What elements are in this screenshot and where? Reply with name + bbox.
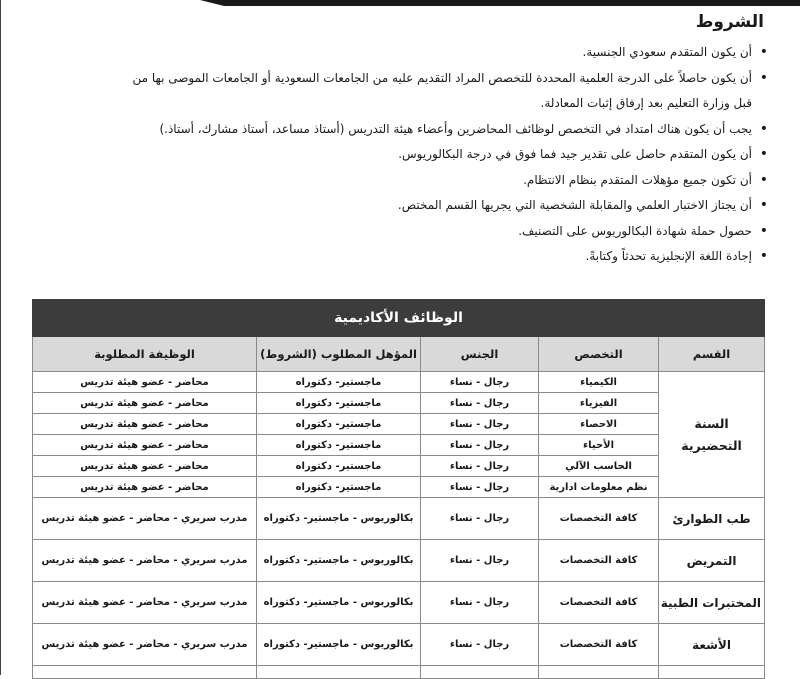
cell-job: محاضر - عضو هيئة تدريس [33, 393, 257, 414]
header-qualification: المؤهل المطلوب (الشروط) [257, 337, 421, 372]
cell-qualification: ماجستير- دكتوراه [257, 393, 421, 414]
condition-item: • أن يكون حاصلاً على الدرجة العلمية المحددة للتخصص المراد التقديم عليه من الجامعات السعودية أو الجامعات الموصى بها من [28, 66, 768, 92]
condition-item-continuation: قبل وزارة التعليم بعد إرفاق إثبات المعادلة. [540, 96, 752, 110]
cell-job: محاضر - عضو هيئة تدريس [33, 477, 257, 498]
conditions-heading: الشروط [695, 12, 764, 32]
cell-specialization: الفيزياء [539, 393, 659, 414]
cell-qualification: ماجستير- دكتوراه [257, 414, 421, 435]
cell-job: مدرب سريري - محاضر - عضو هيئة تدريس [33, 582, 257, 624]
cell-department: الأشعة [659, 624, 765, 666]
cell-specialization: الأحياء [539, 435, 659, 456]
cell-job: محاضر - عضو هيئة تدريس [33, 435, 257, 456]
condition-item: • أن تكون جميع مؤهلات المتقدم بنظام الانتظام. [28, 168, 768, 194]
cell-gender: رجال - نساء [421, 456, 539, 477]
cell-qualification: بكالوريوس - ماجستير- دكتوراه [257, 498, 421, 540]
cell-job: مدرب سريري - محاضر - عضو هيئة تدريس [33, 498, 257, 540]
condition-item: • أن يكون المتقدم سعودي الجنسية. [28, 40, 768, 66]
table-row [33, 456, 765, 477]
cell-job: محاضر - عضو هيئة تدريس [33, 372, 257, 393]
condition-item: • أن يجتاز الاختبار العلمي والمقابلة الشخصية التي يجريها القسم المختص. [28, 193, 768, 219]
header-specialization: التخصص [539, 337, 659, 372]
table-row [33, 393, 765, 414]
cell-department: طب الطوارئ [659, 498, 765, 540]
cell-qualification: بكالوريوس - ماجستير- دكتوراه [257, 540, 421, 582]
cell-job: محاضر - عضو هيئة تدريس [33, 414, 257, 435]
cell-qualification: ماجستير- دكتوراه [257, 372, 421, 393]
cell-gender: رجال - نساء [421, 624, 539, 666]
conditions-list [28, 40, 768, 270]
cell-gender: رجال - نساء [421, 498, 539, 540]
condition-item: • أن يكون المتقدم حاصل على تقدير جيد فما فوق في درجة البكالوريوس. [28, 142, 768, 168]
cell-department: التمريض [659, 540, 765, 582]
cell-gender: رجال - نساء [421, 540, 539, 582]
cell-specialization: الاحصاء [539, 414, 659, 435]
cell-gender: رجال - نساء [421, 582, 539, 624]
table-row [33, 435, 765, 456]
cell-qualification: بكالوريوس - ماجستير- دكتوراه [257, 582, 421, 624]
table-row [33, 540, 765, 582]
table-row [33, 477, 765, 498]
cell-specialization: الكيمياء [539, 372, 659, 393]
condition-item: • يجب أن يكون هناك امتداد في التخصص لوظائف المحاضرين وأعضاء هيئة التدريس (أستاذ مساعد، أستاذ مشارك، أستاذ.) [28, 117, 768, 143]
cell-job: مدرب سريري - محاضر - عضو هيئة تدريس [33, 540, 257, 582]
cell-job: محاضر - عضو هيئة تدريس [33, 456, 257, 477]
table-row [33, 414, 765, 435]
table-row-partial [33, 666, 765, 679]
cell-qualification: ماجستير- دكتوراه [257, 435, 421, 456]
cell-qualification: ماجستير- دكتوراه [257, 477, 421, 498]
cell-specialization: كافة التخصصات [539, 498, 659, 540]
cell-specialization: كافة التخصصات [539, 540, 659, 582]
cell-qualification: بكالوريوس - ماجستير- دكتوراه [257, 624, 421, 666]
table-row [33, 372, 765, 393]
table-row [33, 498, 765, 540]
header-gender: الجنس [421, 337, 539, 372]
cell-gender: رجال - نساء [421, 393, 539, 414]
condition-item: • حصول حملة شهادة البكالوريوس على التصنيف. [28, 219, 768, 245]
header-department: القسم [659, 337, 765, 372]
cell-qualification: ماجستير- دكتوراه [257, 456, 421, 477]
cell-department: السنة التحضيرية [659, 372, 765, 498]
table-title: الوظائف الأكاديمية [33, 300, 765, 337]
table-row [33, 624, 765, 666]
cell-specialization: نظم معلومات ادارية [539, 477, 659, 498]
cell-specialization: الحاسب الآلي [539, 456, 659, 477]
cell-gender: رجال - نساء [421, 414, 539, 435]
header-job: الوظيفة المطلوبة [33, 337, 257, 372]
academic-jobs-table [32, 299, 765, 679]
cell-department: المختبرات الطبية [659, 582, 765, 624]
cell-specialization: كافة التخصصات [539, 582, 659, 624]
cell-gender: رجال - نساء [421, 477, 539, 498]
condition-item: • إجادة اللغة الإنجليزية تحدثاً وكتابةً. [28, 244, 768, 270]
table-row [33, 582, 765, 624]
cell-gender: رجال - نساء [421, 435, 539, 456]
cell-job: مدرب سريري - محاضر - عضو هيئة تدريس [33, 624, 257, 666]
top-banner-edge [200, 0, 800, 6]
cell-gender: رجال - نساء [421, 372, 539, 393]
cell-specialization: كافة التخصصات [539, 624, 659, 666]
